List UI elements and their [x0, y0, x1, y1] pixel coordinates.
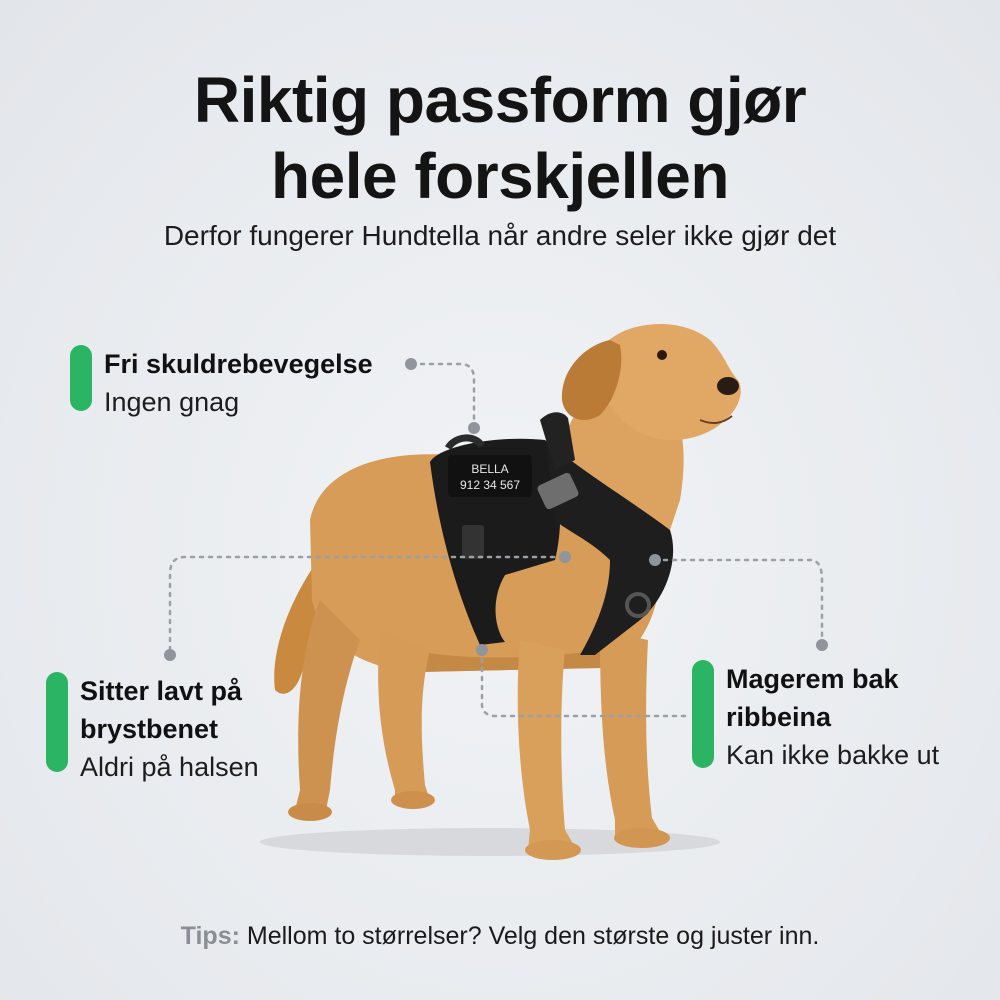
- harness-tag-name: BELLA: [471, 462, 509, 476]
- title-line-1: Riktig passform gjør: [193, 64, 807, 136]
- callout-heading-line-2: brystbenet: [80, 714, 219, 744]
- callout-subtext: Ingen gnag: [104, 387, 240, 417]
- callout-belly-strap: [692, 660, 982, 770]
- harness-tag-phone: 912 34 567: [459, 478, 521, 492]
- callout-heading-line-1: Sitter lavt på: [80, 676, 243, 706]
- callout-heading-line-2: ribbeina: [726, 702, 832, 732]
- callout-accent-bar: [692, 660, 714, 768]
- tips-text: Mellom to størrelser? Velg den største og juster inn.: [239, 922, 820, 950]
- tips-line: [0, 922, 1000, 951]
- callout-heading: Fri skuldrebevegelse: [104, 349, 373, 379]
- tips-label: Tips:: [180, 922, 240, 950]
- callout-subtext: Aldri på halsen: [80, 752, 259, 782]
- callout-shoulder-movement: [70, 345, 430, 415]
- callout-low-on-breastbone: [46, 672, 306, 782]
- title-line-2: hele forskjellen: [271, 140, 729, 212]
- callout-accent-bar: [46, 672, 68, 772]
- page-subtitle: Derfor fungerer Hundtella når andre seler ikke gjør det: [163, 220, 837, 251]
- callout-subtext: Kan ikke bakke ut: [726, 740, 940, 770]
- callout-accent-bar: [70, 345, 92, 411]
- callout-heading-line-1: Magerem bak: [726, 664, 899, 694]
